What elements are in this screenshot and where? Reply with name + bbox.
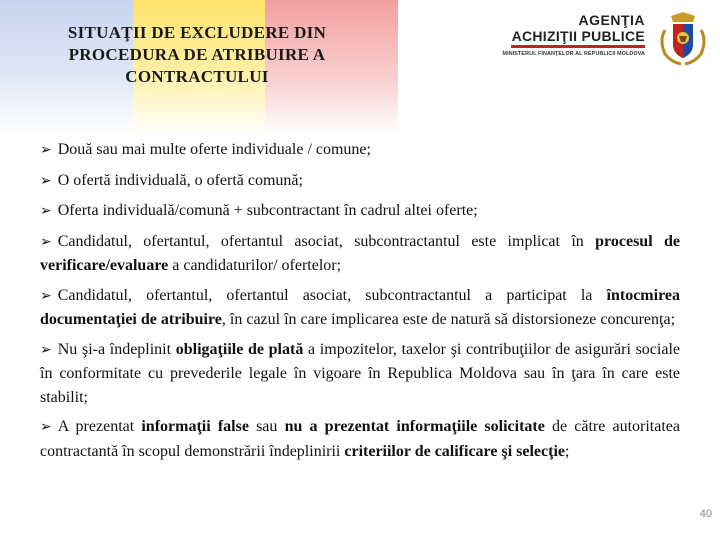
list-item <box>40 338 680 410</box>
logo-line-1: AGENŢIA <box>578 12 645 28</box>
arrow-bullet-icon: ➢ <box>40 233 52 250</box>
list-item <box>40 138 680 163</box>
item-text: Două sau mai multe oferte individuale / comune; <box>57 141 371 158</box>
page-number: 40 <box>699 508 712 520</box>
item-emphasis: criteriilor de calificare şi selecţie <box>344 442 565 460</box>
logo-subtitle: MINISTERUL FINANŢELOR AL REPUBLICII MOLDOVA <box>502 51 645 57</box>
arrow-bullet-icon: ➢ <box>40 419 52 435</box>
title-line: PROCEDURA DE ATRIBUIRE A <box>68 45 326 64</box>
item-text: sau <box>248 418 285 435</box>
moldova-coat-of-arms-icon <box>657 10 709 68</box>
logo-line-2: ACHIZIŢII PUBLICE <box>511 28 645 44</box>
arrow-bullet-icon: ➢ <box>40 341 52 358</box>
item-text: a impozitelor, taxelor şi contribuţiilor de asigurări sociale în conformitate cu prevederile legale în vigoare în Republica Moldova sau în ţara în care este stabilit; <box>40 340 680 406</box>
list-item <box>40 230 680 278</box>
item-text: O ofertă individuală, o ofertă comună; <box>57 171 303 189</box>
item-emphasis: întocmirea documentaţiei de atribuire <box>40 286 680 328</box>
list-item <box>40 415 680 463</box>
arrow-bullet-icon: ➢ <box>40 142 52 158</box>
list-item <box>40 284 680 332</box>
list-item <box>40 199 680 224</box>
item-text: ; <box>565 442 570 460</box>
exclusion-list <box>40 138 680 469</box>
logo-accent-bar <box>511 45 645 48</box>
item-text: Candidatul, ofertantul, ofertantul asociat, subcontractantul este implicat în <box>57 232 596 250</box>
arrow-bullet-icon: ➢ <box>40 203 52 219</box>
arrow-bullet-icon: ➢ <box>40 287 52 304</box>
slide-title <box>28 22 366 88</box>
item-emphasis: procesul de verificare/evaluare <box>40 232 681 274</box>
title-line: CONTRACTULUI <box>125 67 269 86</box>
item-text: , în cazul în care implicarea este de natură să distorsioneze concurenţa; <box>221 311 676 328</box>
title-line: SITUAŢII DE EXCLUDERE DIN <box>67 23 327 42</box>
item-text: de către autoritatea contractantă în scopul demonstrării îndeplinirii <box>40 418 681 460</box>
arrow-bullet-icon: ➢ <box>40 172 52 189</box>
item-text: Nu şi-a îndeplinit <box>57 340 176 358</box>
item-emphasis: nu a prezentat informaţiile solicitate <box>284 418 545 435</box>
agency-logo <box>502 10 715 70</box>
item-emphasis: obligaţiile de plată <box>175 340 304 358</box>
item-emphasis: informaţii false <box>141 418 249 435</box>
item-text: A prezentat <box>57 418 142 435</box>
item-text: Candidatul, ofertantul, ofertantul asociat, subcontractantul a participat la <box>57 286 607 304</box>
item-text: Oferta individuală/comună + subcontractant în cadrul altei oferte; <box>57 202 478 219</box>
list-item <box>40 169 680 194</box>
item-text: a candidaturilor/ ofertelor; <box>168 257 342 274</box>
